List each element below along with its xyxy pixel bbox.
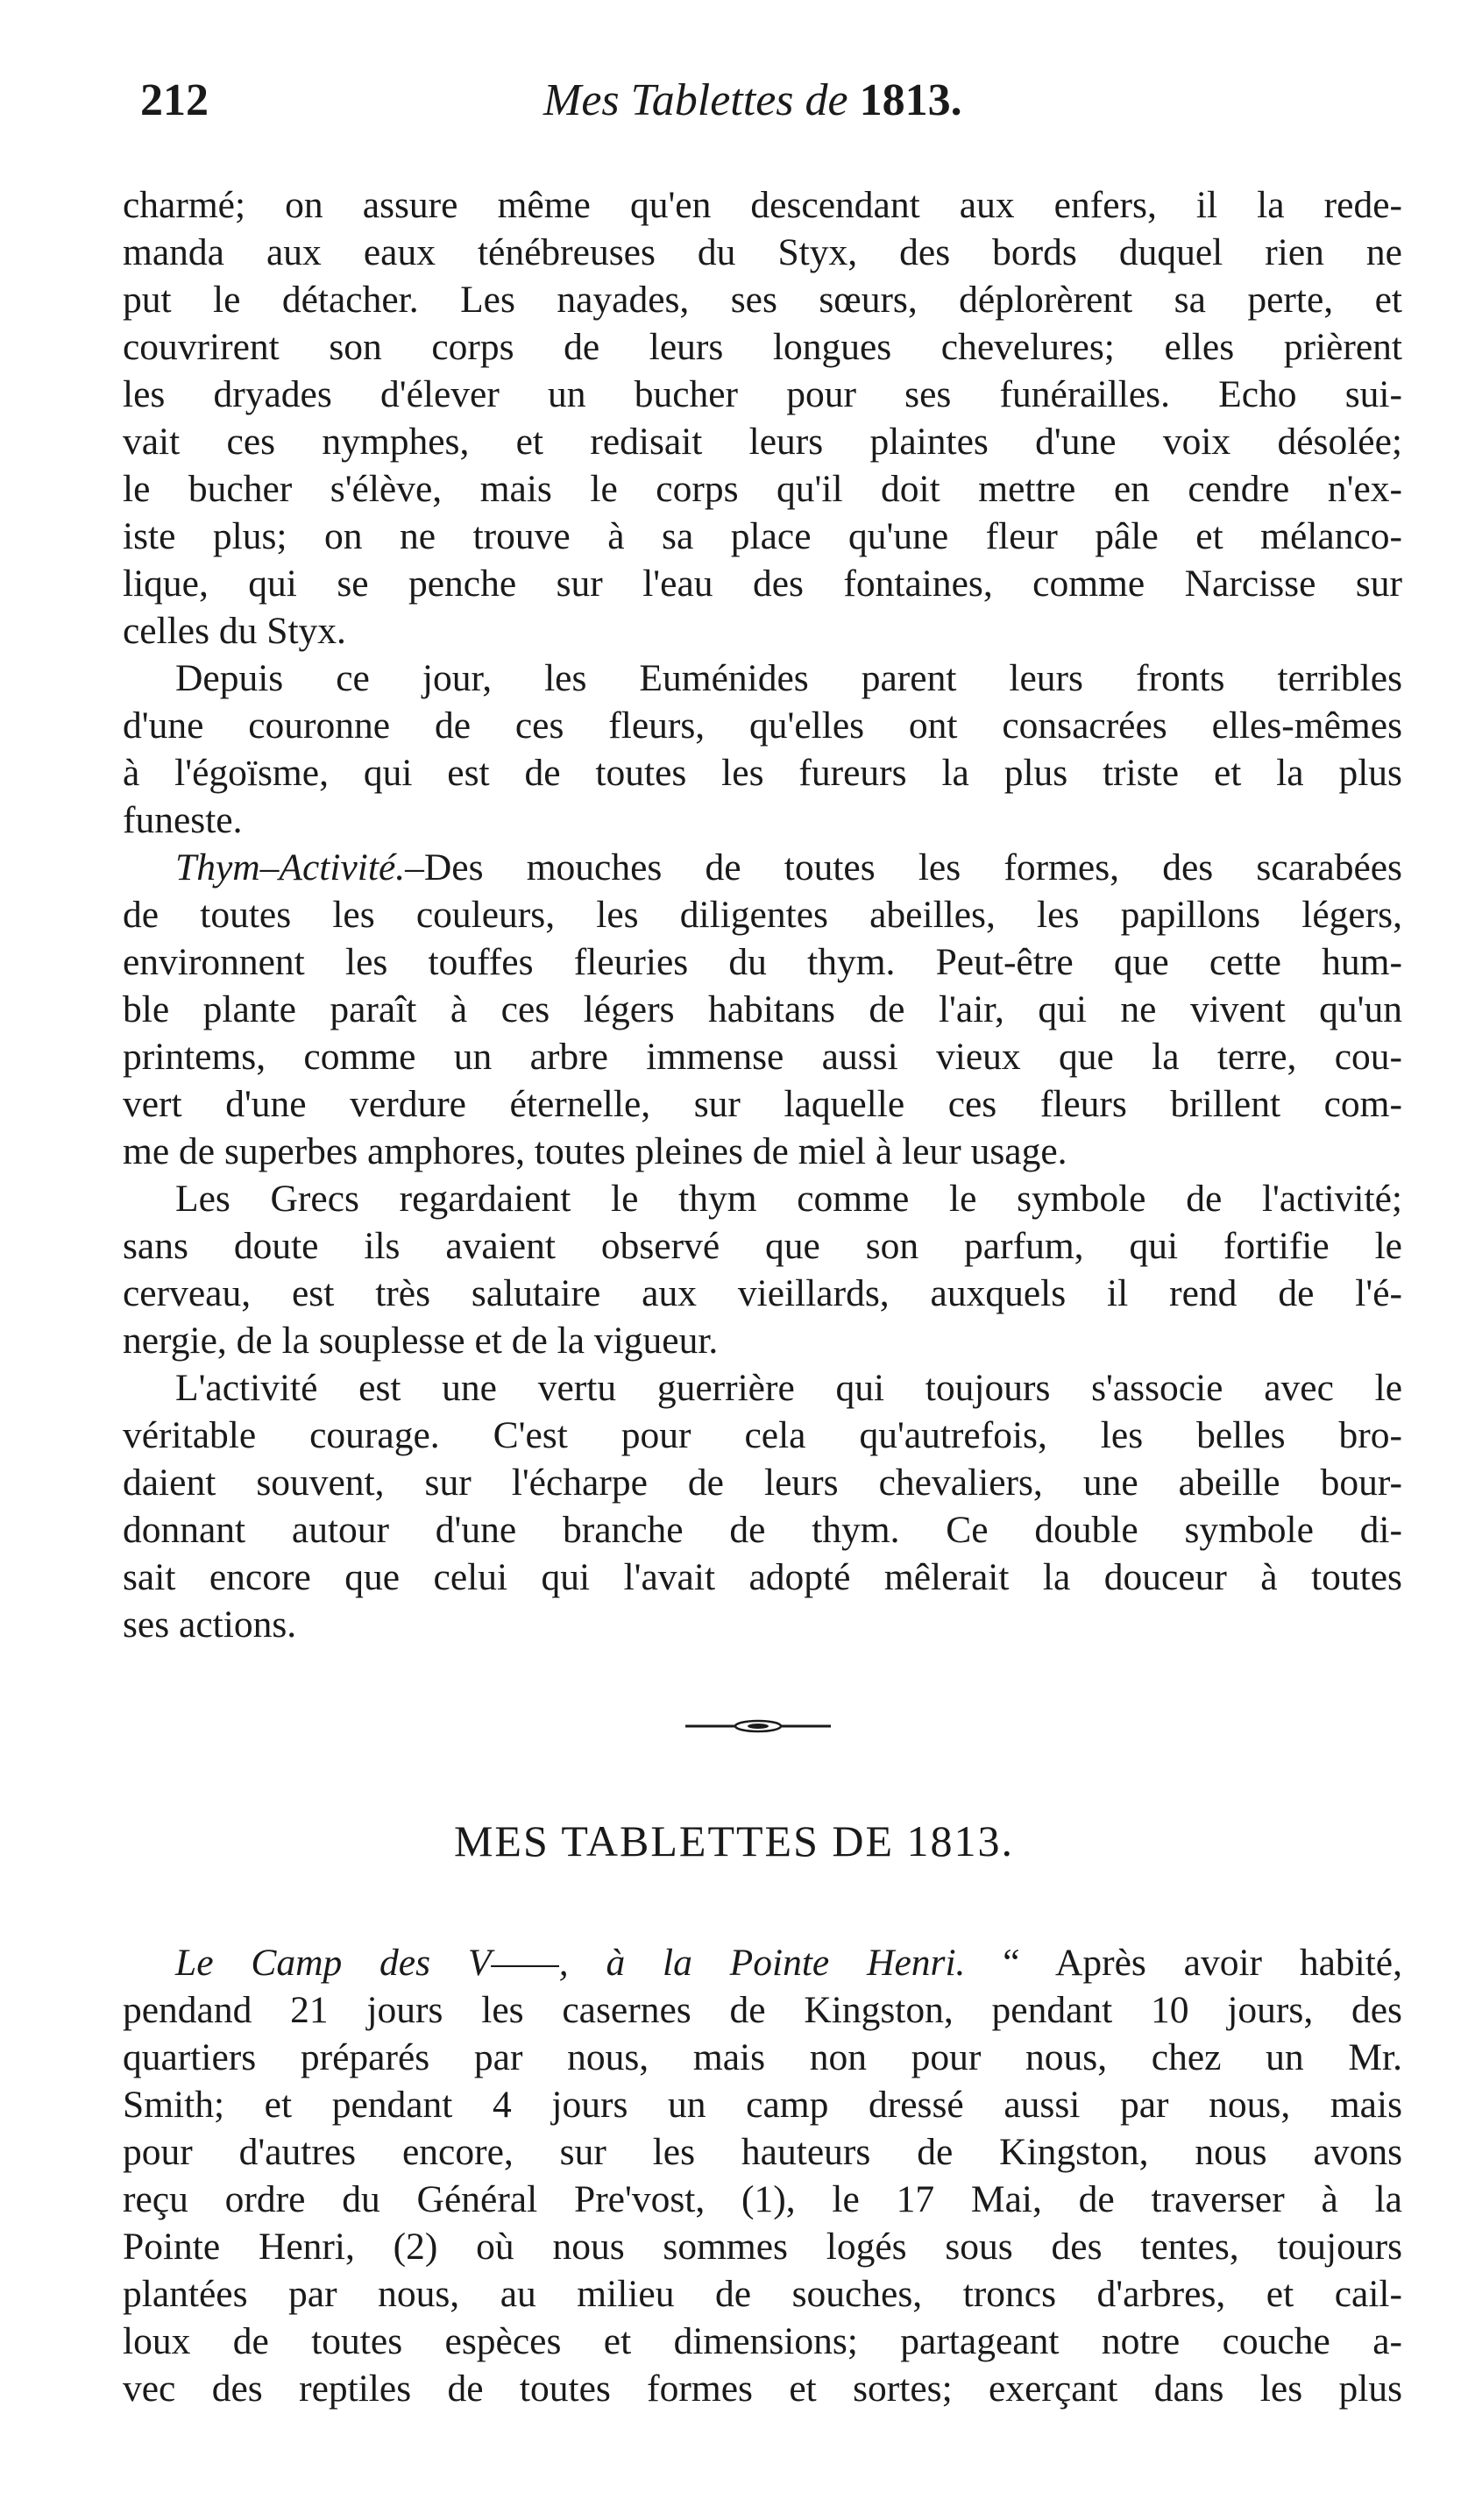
text-line: reçu ordre du Général Pre'vost, (1), le 17 Mai, de traverser à la [123,2178,1402,2220]
text-line: à l'égoïsme, qui est de toutes les fureurs la plus triste et la plus [123,752,1402,794]
text-line: vait ces nymphes, et redisait leurs plaintes d'une voix désolée; [123,421,1402,463]
text-line: put le détacher. Les nayades, ses sœurs, déplorèrent sa perte, et [123,279,1402,321]
text-line: nergie, de la souplesse et de la vigueur. [123,1320,719,1362]
text-line: donnant autour d'une branche de thym. Ce double symbole di- [123,1509,1402,1551]
text-line: environnent les touffes fleuries du thym. Peut-être que cette hum- [123,941,1402,983]
section-title: MES TABLETTES DE 1813. [453,1816,1015,1865]
text-line: manda aux eaux ténébreuses du Styx, des bords duquel rien ne [123,231,1402,273]
text-line: funeste. [123,799,243,841]
text-line: vert d'une verdure éternelle, sur laquelle ces fleurs brillent com- [123,1083,1402,1125]
page-number: 212 [140,75,209,125]
text-line: Les Grecs regardaient le thym comme le symbole de l'activité; [175,1178,1402,1220]
text-line: vec des reptiles de toutes formes et sortes; exerçant dans les plus [123,2368,1402,2410]
text-line: véritable courage. C'est pour cela qu'autrefois, les belles bro- [123,1414,1402,1456]
text-line: lique, qui se penche sur l'eau des fontaines, comme Narcisse sur [123,563,1402,605]
text-line: me de superbes amphores, toutes pleines de miel à leur usage. [123,1130,1067,1172]
section-lead: Le Camp des V——, à la Pointe Henri. [175,1942,966,1984]
text-line: iste plus; on ne trouve à sa place qu'une fleur pâle et mélanco- [123,515,1402,557]
text-line: quartiers préparés par nous, mais non pour nous, chez un Mr. [123,2036,1402,2078]
text-line: Pointe Henri, (2) où nous sommes logés sous des tentes, toujours [123,2226,1402,2268]
text-line: d'une couronne de ces fleurs, qu'elles ont consacrées elles-mêmes [123,704,1402,747]
text-line: pour d'autres encore, sur les hauteurs de Kingston, nous avons [123,2131,1402,2173]
text-line: sait encore que celui qui l'avait adopté mêlerait la douceur à toutes [123,1556,1402,1598]
entry-heading: Thym–Activité. [175,846,406,888]
text-line: cerveau, est très salutaire aux vieillards, auxquels il rend de l'é- [123,1272,1402,1314]
text-line: les dryades d'élever un bucher pour ses funérailles. Echo sui- [123,373,1402,415]
text-line: celles du Styx. [123,610,346,652]
text-line: L'activité est une vertu guerrière qui toujours s'associe avec le [175,1367,1402,1409]
text-line: ses actions. [123,1603,297,1646]
text-line: pendand 21 jours les casernes de Kingston, pendant 10 jours, des [123,1989,1402,2031]
text-line: Smith; et pendant 4 jours un camp dressé aussi par nous, mais [123,2084,1402,2126]
page-header [140,74,1402,145]
text-line: couvrirent son corps de leurs longues chevelures; elles prièrent [123,326,1402,368]
ornament-divider-icon [684,1717,833,1735]
text-line [175,845,1402,890]
entry-text: –Des mouches de toutes les formes, des scarabées [405,846,1402,888]
section-lead-rest: “ Après avoir habité, [1003,1942,1402,1984]
text-line: Depuis ce jour, les Euménides parent leurs fronts terribles [175,657,1402,699]
running-title: Mes Tablettes de [543,75,848,125]
text-line [175,1940,1402,1986]
text-line: sans doute ils avaient observé que son parfum, qui fortifie le [123,1225,1402,1267]
text-line: printems, comme un arbre immense aussi vieux que la terre, cou- [123,1036,1402,1078]
text-line: charmé; on assure même qu'en descendant aux enfers, il la rede- [123,184,1402,226]
text-line: loux de toutes espèces et dimensions; partageant notre couche a- [123,2320,1402,2362]
text-line: ble plante paraît à ces légers habitans de l'air, qui ne vivent qu'un [123,988,1402,1030]
text-line: plantées par nous, au milieu de souches, troncs d'arbres, et cail- [123,2273,1402,2315]
text-line: de toutes les couleurs, les diligentes abeilles, les papillons légers, [123,894,1402,936]
running-year: 1813. [859,75,962,125]
text-line: daient souvent, sur l'écharpe de leurs chevaliers, une abeille bour- [123,1462,1402,1504]
running-head [543,74,962,126]
text-line: le bucher s'élève, mais le corps qu'il doit mettre en cendre n'ex- [123,468,1402,510]
